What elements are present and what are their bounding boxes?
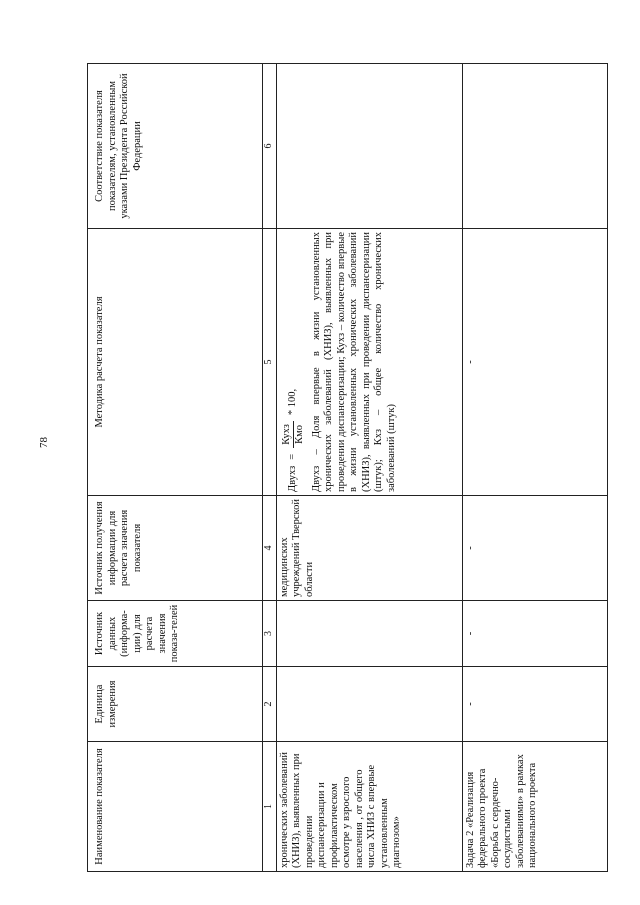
method-cell: - [462, 229, 608, 496]
compliance-cell [276, 64, 462, 229]
col-num: 6 [263, 64, 277, 229]
formula-fraction [281, 421, 307, 448]
formula-denominator: Кмо [294, 424, 305, 444]
unit-cell [276, 667, 462, 742]
indicator-name: Задача 2 «Реализация федерального проекта «Борьба с сердечно-сосудистыми заболеваниями» в рамках национального проекта [462, 742, 608, 872]
formula [281, 232, 307, 492]
indicator-table [87, 63, 608, 872]
source-info-cell: медицинских учреждений Тверской области [276, 496, 462, 601]
indicator-name: хронических заболеваний (ХНИЗ), выявленных при проведении диспансеризации и профилактическом осмотре у взрослого населения , от общего числа ХНИЗ с впервые установленным диагнозом» [276, 742, 462, 872]
col-num: 3 [263, 601, 277, 667]
column-number-row [263, 64, 277, 872]
compliance-cell [462, 64, 608, 229]
col-num: 2 [263, 667, 277, 742]
header-source-info: Источник получения информации для расчета значения показателя [88, 496, 263, 601]
header-row [88, 64, 263, 872]
source-data-cell: - [462, 601, 608, 667]
col-num: 4 [263, 496, 277, 601]
method-text: Двухз – Доля впервые в жизни установленных хронических заболеваний (ХНИЗ), выявленных при проведении диспансеризации; Кухз – количество впервые в жизни установленных хронических заболеваний (ХНИЗ), выявленных при проведении диспансеризации (штук); Кхз – общее количество хронических заболеваний (штук) [310, 232, 397, 492]
method-cell [276, 229, 462, 496]
formula-eq: = [287, 453, 299, 460]
page-number: 78 [38, 437, 50, 448]
formula-tail: * 100, [287, 388, 299, 416]
header-name: Наименование показателя [88, 742, 263, 872]
header-source-data: Источник данных (информа-ции) для расчета значения показа-телей [88, 601, 263, 667]
formula-numerator: Кухз [281, 421, 295, 448]
header-method: Методика расчета показателя [88, 229, 263, 496]
col-num: 1 [263, 742, 277, 872]
source-info-cell: - [462, 496, 608, 601]
header-compliance: Соответствие показателя показателям, установленным указами Президента Российской Федерации [88, 64, 263, 229]
col-num: 5 [263, 229, 277, 496]
table-row [276, 64, 462, 872]
header-unit: Единица измерения [88, 667, 263, 742]
indicator-table-rotated [87, 64, 608, 872]
formula-lhs: Двухз [287, 465, 299, 492]
unit-cell: - [462, 667, 608, 742]
source-data-cell [276, 601, 462, 667]
table-row [462, 64, 608, 872]
